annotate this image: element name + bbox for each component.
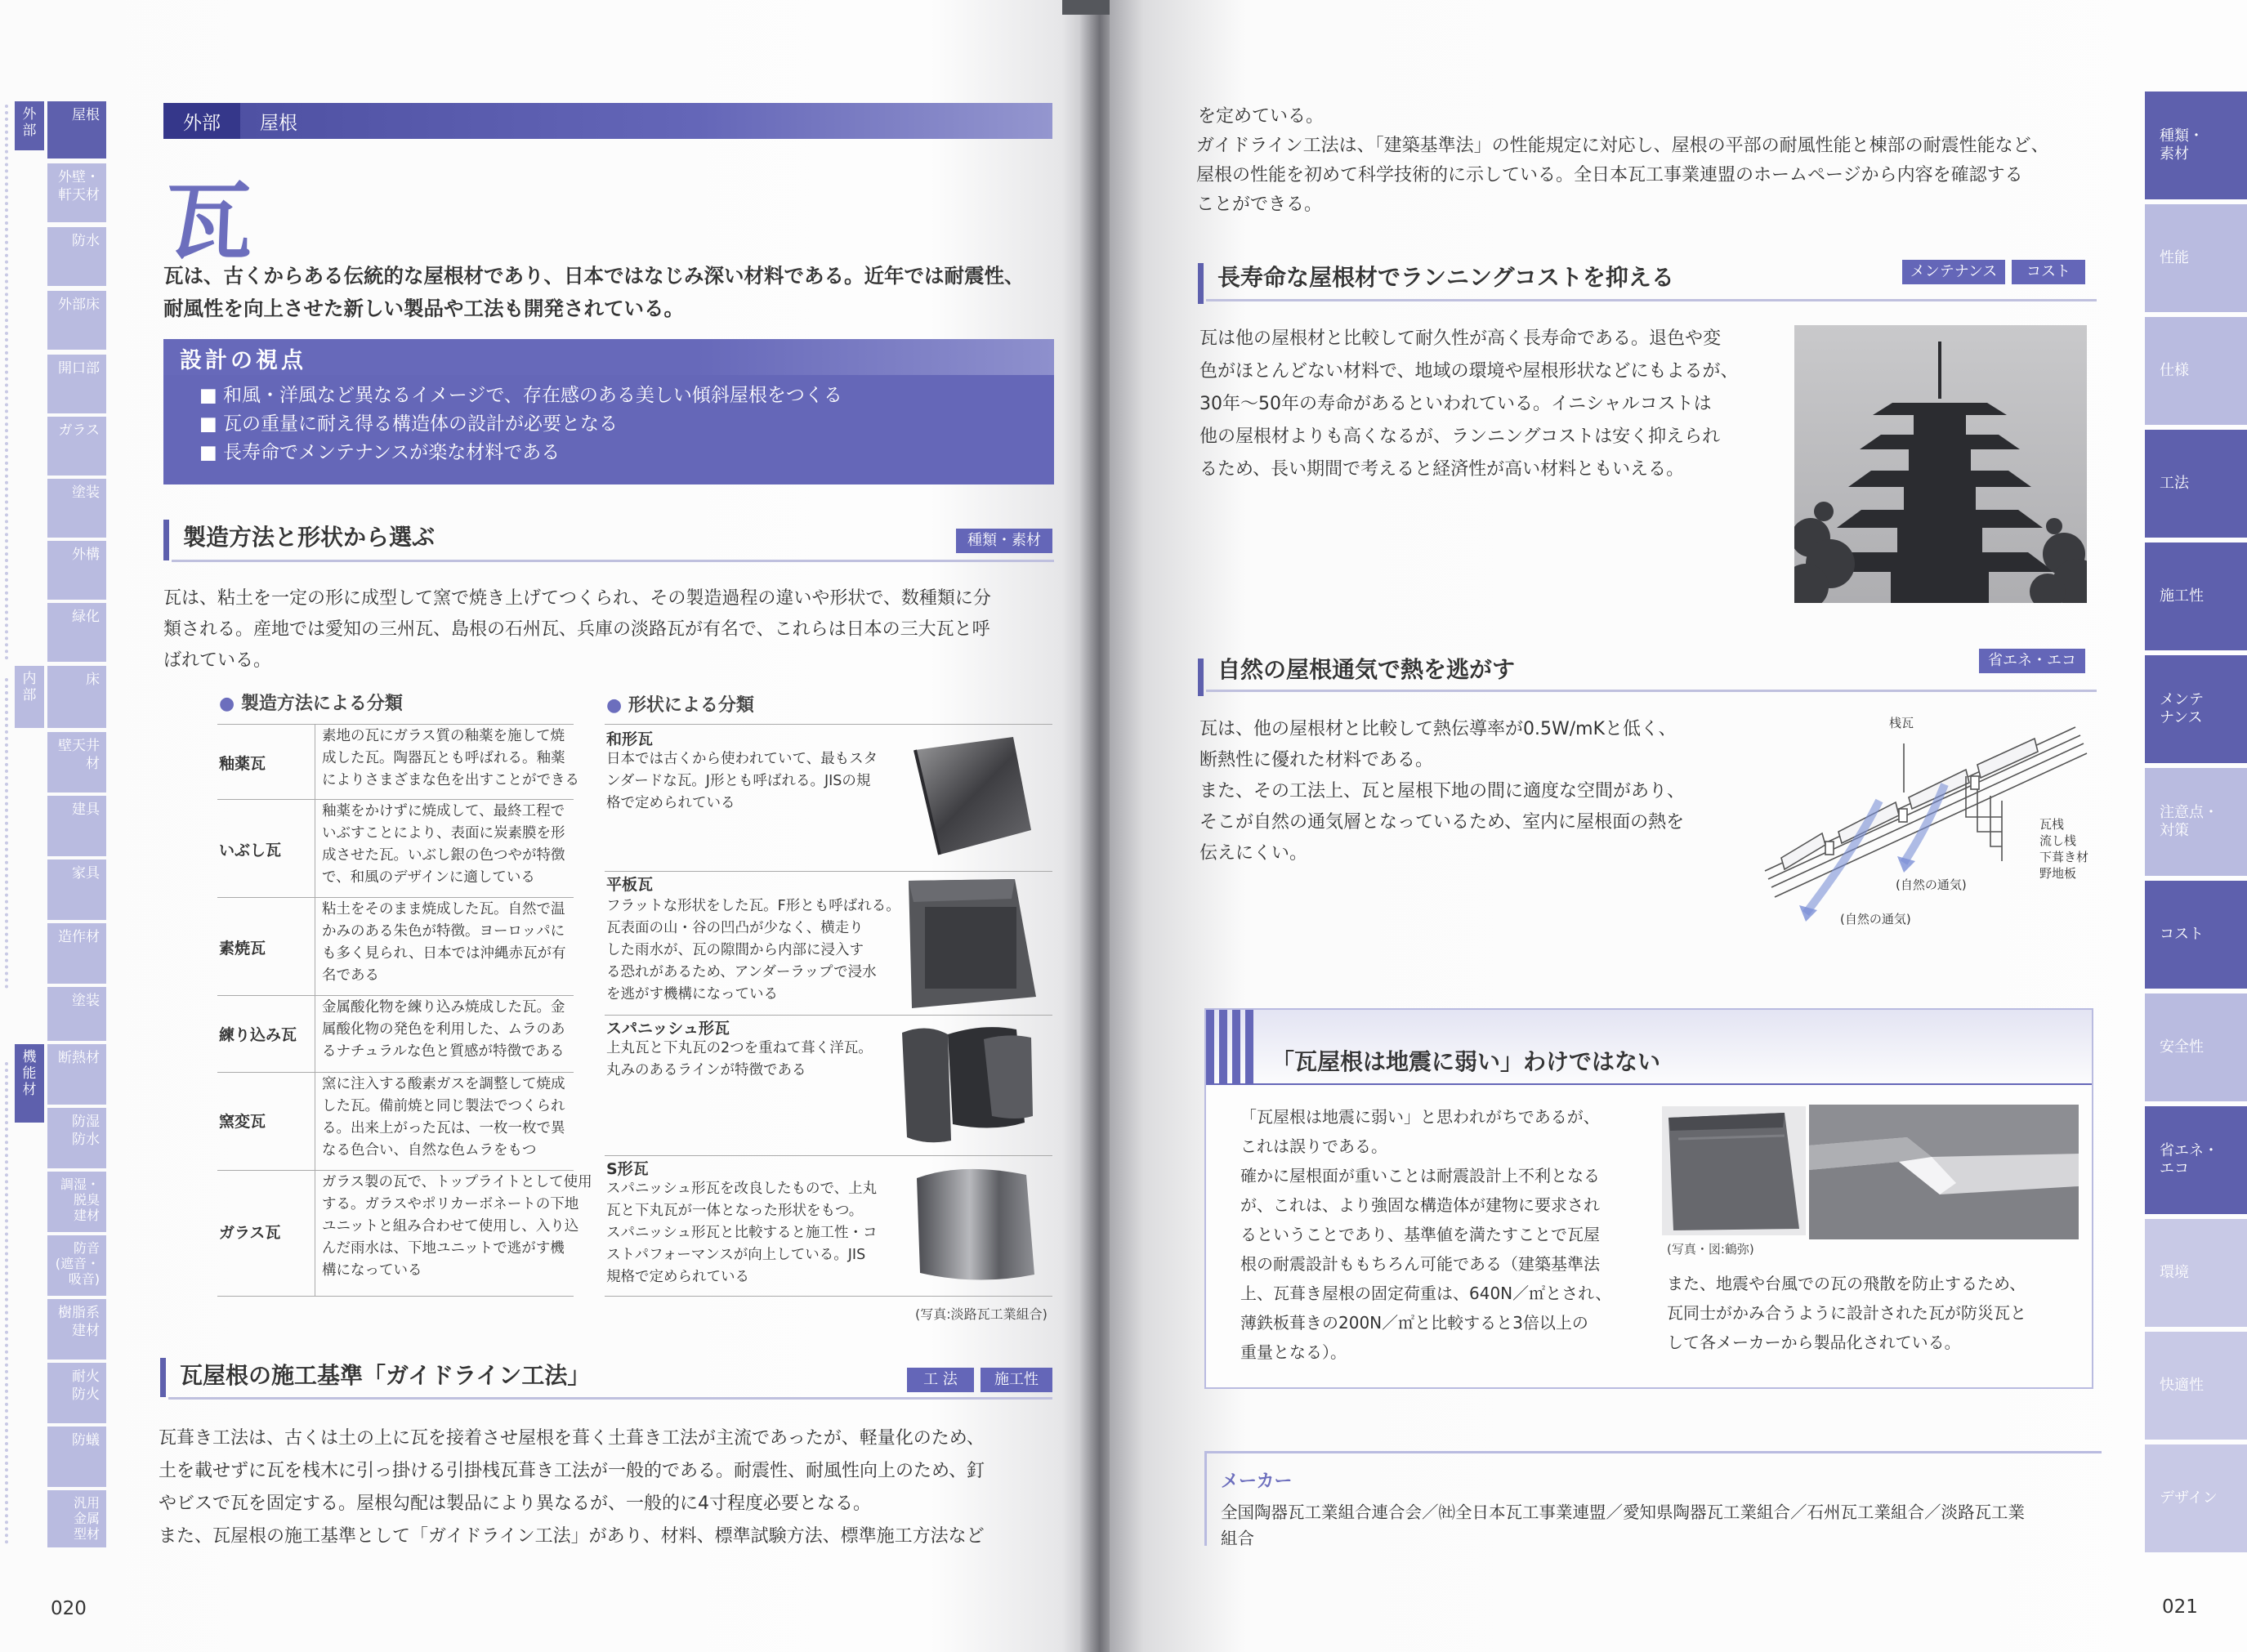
j-tile-photo xyxy=(891,732,1036,863)
section3-body-line: 30年～50年の寿命があるといわれている。イニシャルコストは xyxy=(1199,394,1712,414)
header-category: 外部 xyxy=(183,113,221,134)
table-rule xyxy=(217,799,574,800)
shape-desc: フラットな形状をした瓦。F形とも呼ばれる。 瓦表面の山・谷の凹凸が少なく、横走り した雨水が、瓦の隙間から内部に浸入す る恐れがあるため、アンダーラップで浸水 を逃がす機構になっている xyxy=(606,898,900,1002)
column-stripe xyxy=(1206,1010,1214,1083)
column-body-line: 確かに屋根面が重いことは耐震設計上不利となる xyxy=(1240,1166,1600,1185)
s-tile-photo xyxy=(904,1159,1043,1289)
table-rule xyxy=(217,1072,574,1073)
method-row-desc: 釉薬をかけずに焼成して、最終工程で いぶすことにより、表面に炭素膜を形 成させた瓦。いぶし銀の色つやが特徴 で、和風のデザインに適している xyxy=(322,803,565,886)
index-tab-floor[interactable]: 床 xyxy=(47,666,106,728)
index-tab-humidity-control[interactable]: 調湿・ 脱臭 建材 xyxy=(47,1172,106,1232)
diagram-legend: 下葺き材 xyxy=(2039,850,2089,864)
column-body-line: これは誤りである。 xyxy=(1240,1136,1387,1156)
page-title: 瓦 xyxy=(167,172,252,272)
section4-body-line: 瓦は、他の屋根材と比較して熱伝導率が0.5W/mKと低く、 xyxy=(1199,719,1677,739)
lead-line-2: 耐風性を向上させた新しい製品や工法も開発されている。 xyxy=(163,297,684,320)
table-rule xyxy=(605,1155,1052,1156)
index-tab-millwork[interactable]: 造作材 xyxy=(47,923,106,984)
method-row-desc: 粘土をそのまま焼成した瓦。自然で温 かみのある朱色が特徴。ヨーロッパに も多く見られ、日本では沖縄赤瓦が有 名である xyxy=(322,901,566,984)
table-rule xyxy=(605,1296,1052,1297)
table-rule xyxy=(217,724,574,725)
interlock-diagram-photo xyxy=(1809,1105,2079,1239)
table-rule xyxy=(217,1170,574,1171)
method-row-desc: 金属酸化物を練り込み焼成した瓦。金 属酸化物の発色を利用した、ムラのあ るナチュラルな色と質感が特徴である xyxy=(322,999,565,1060)
left-page xyxy=(0,0,1095,1652)
shape-desc: 日本では古くから使われていて、最もスタ ンダードな瓦。J形とも呼ばれる。JISの規 格で定められている xyxy=(606,751,878,811)
column-photo-credit: (写真・図:鶴弥) xyxy=(1667,1242,1754,1257)
roof-ventilation-diagram xyxy=(1757,711,2092,931)
section-bar xyxy=(1198,659,1204,696)
method-row-desc: ガラス製の瓦で、トップライトとして使用 する。ガラスやポリカーボネートの下地 ユニットと組み合わせて使用し、入り込 んだ雨水は、下地ユニットで逃がす機 構になっている xyxy=(322,1174,592,1279)
viewpoint-bullet: ■ 長寿命でメンテナンスが楽な材料である xyxy=(199,442,561,463)
index-tab-maintenance[interactable]: メンテ ナンス xyxy=(2145,655,2247,763)
tag-cost: コスト xyxy=(2012,260,2085,284)
index-tab-furniture[interactable]: 家具 xyxy=(47,859,106,920)
index-tab-comfort[interactable]: 快適性 xyxy=(2145,1332,2247,1440)
section2-body-line: やビスで瓦を固定する。屋根勾配は製品により異なるが、一般的に4寸程度必要となる。 xyxy=(159,1493,871,1514)
index-tab-method[interactable]: 工法 xyxy=(2145,430,2247,538)
column-body-line: 上、瓦葺き屋根の固定荷重は、640N／㎡とされ、 xyxy=(1240,1284,1612,1303)
viewpoint-bullet: ■ 瓦の重量に耐え得る構造体の設計が必要となる xyxy=(199,413,619,435)
index-tab-insulation[interactable]: 断熱材 xyxy=(47,1044,106,1105)
index-dots xyxy=(5,1062,13,1544)
column-stripe xyxy=(1232,1010,1240,1083)
diagram-legend: 野地板 xyxy=(2039,866,2077,881)
column-body-line: 根の耐震設計ももちろん可能である（建築基準法 xyxy=(1240,1254,1600,1274)
index-tab-environment[interactable]: 環境 xyxy=(2145,1219,2247,1327)
column-body-line: 「瓦屋根は地震に弱い」と思われがちであるが、 xyxy=(1240,1107,1600,1127)
section3-body-line: 他の屋根材よりも高くなるが、ランニングコストは安く抑えられ xyxy=(1199,426,1721,447)
continued-body-line: 屋根の性能を初めて科学技術的に示している。全日本瓦工事業連盟のホームページから内容を確認する xyxy=(1196,165,2023,185)
index-tab-glass[interactable]: ガラス xyxy=(47,417,106,476)
diagram-label: 桟瓦 xyxy=(1889,716,1914,730)
index-tab-cost[interactable]: コスト xyxy=(2145,881,2247,989)
diagram-legend: 瓦桟 xyxy=(2039,817,2065,832)
section4-body-line: 伝えにくい。 xyxy=(1199,843,1308,864)
section-underline xyxy=(1206,690,2097,692)
index-tab-metal[interactable]: 汎用 金属 型材 xyxy=(47,1490,106,1547)
section2-body-line: また、瓦屋根の施工基準として「ガイドライン工法」があり、材料、標準試験方法、標準施工方法など xyxy=(159,1526,985,1547)
index-category-interior[interactable]: 内 部 xyxy=(15,666,44,728)
maker-rule xyxy=(1204,1451,2102,1453)
method-row-name: 釉薬瓦 xyxy=(219,755,266,773)
section3-body-line: 色がほとんどない材料で、地域の環境や屋根形状などにもよるが、 xyxy=(1199,361,1739,382)
photo-credit: (写真:淡路瓦工業組合) xyxy=(915,1306,1048,1322)
method-row-name: いぶし瓦 xyxy=(219,842,282,859)
shape-name: スパニッシュ形瓦 xyxy=(606,1020,730,1038)
column-body-line: るということであり、基準値を満たすことで瓦屋 xyxy=(1240,1225,1600,1244)
section-underline xyxy=(168,1397,1052,1400)
index-dots xyxy=(5,105,13,660)
index-tab-design[interactable]: デザイン xyxy=(2145,1444,2247,1552)
index-tab-exterior-floor[interactable]: 外部床 xyxy=(47,291,106,350)
shape-desc: スパニッシュ形瓦を改良したもので、上丸 瓦と下丸瓦が一体となった形状をもつ。 スパニッシュ形瓦と比較すると施工性・コ ストパフォーマンスが向上している。JIS 規格で定められている xyxy=(606,1181,878,1285)
column-stripe xyxy=(1245,1010,1253,1083)
index-tab-moisture-proof[interactable]: 防湿 防水 xyxy=(47,1108,106,1168)
index-tab-wall-ceiling[interactable]: 壁天井 材 xyxy=(47,732,106,793)
section2-body-line: 土を載せずに瓦を桟木に引っ掛ける引掛桟瓦葺き工法が一般的である。耐震性、耐風性向上のため、釘 xyxy=(159,1461,985,1481)
column-caption-line: 瓦同士がかみ合うように設計された瓦が防災瓦と xyxy=(1667,1303,2026,1323)
column-caption-line: また、地震や台風での瓦の飛散を防止するため、 xyxy=(1667,1274,2026,1293)
column-caption-line: して各メーカーから製品化されている。 xyxy=(1667,1333,1961,1352)
f-tile-photo xyxy=(892,874,1039,1013)
index-dots xyxy=(5,678,13,989)
tag-type-material: 種類・素材 xyxy=(956,529,1052,553)
column-body-line: が、これは、より強固な構造体が建物に要求され xyxy=(1240,1195,1600,1215)
index-tab-termite[interactable]: 防蟻 xyxy=(47,1427,106,1487)
diagram-label: (自然の通気) xyxy=(1840,912,1911,926)
page-number-right: 021 xyxy=(2162,1596,2198,1618)
method-row-desc: 窯に注入する酸素ガスを調整して焼成 した瓦。備前焼と同じ製法でつくられ る。出来上がった瓦は、一枚一枚で異 なる色合い、自然な色ムラをもつ xyxy=(322,1076,565,1159)
index-tab-safety[interactable]: 安全性 xyxy=(2145,993,2247,1101)
section-title-manufacture: 製造方法と形状から選ぶ xyxy=(183,524,436,551)
index-tab-soundproof[interactable]: 防音 (遮音・ 吸音) xyxy=(47,1235,106,1296)
method-row-name: 練り込み瓦 xyxy=(219,1026,297,1044)
tag-construction-method: 工 法 xyxy=(907,1368,974,1392)
table-rule xyxy=(605,1015,1052,1016)
section-title-ventilation: 自然の屋根通気で熱を逃がす xyxy=(1217,656,1516,683)
section2-body-line: 瓦葺き工法は、古くは土の上に瓦を接着させ屋根を葺く土葺き工法が主流であったが、軽量化のため、 xyxy=(159,1428,985,1449)
disaster-tile-photo xyxy=(1662,1106,1806,1235)
section4-body-line: 断熱性に優れた材料である。 xyxy=(1199,750,1434,770)
bullet-dot: ● xyxy=(606,695,623,716)
index-tab-spec[interactable]: 仕様 xyxy=(2145,317,2247,425)
table-rule xyxy=(605,724,1052,725)
index-tab-interior-paint[interactable]: 塗装 xyxy=(47,987,106,1041)
shape-desc: 上丸瓦と下丸瓦の2つを重ねて葺く洋瓦。 丸みのあるラインが特徴である xyxy=(606,1040,873,1078)
index-tab-energy-eco[interactable]: 省エネ・ エコ xyxy=(2145,1106,2247,1214)
maker-rule-vertical xyxy=(1204,1451,1207,1546)
design-viewpoint-heading: 設計の視点 xyxy=(180,348,306,373)
section-underline xyxy=(1206,299,2097,301)
index-tab-paint[interactable]: 塗装 xyxy=(47,479,106,538)
section3-body-line: 瓦は他の屋根材と比較して耐久性が高く長寿命である。退色や変 xyxy=(1199,328,1722,349)
shape-table-heading: ● 形状による分類 xyxy=(606,695,754,716)
column-stripe xyxy=(1219,1010,1227,1083)
continued-body-line: ガイドライン工法は、「建築基準法」の性能規定に対応し、屋根の平部の耐風性能と棟部の耐震性能など、 xyxy=(1196,136,2049,156)
table-rule xyxy=(217,897,574,898)
method-row-desc: 素地の瓦にガラス質の釉薬を施して焼 成した瓦。陶器瓦とも呼ばれる。釉薬 によりさまざまな色を出すことができる xyxy=(322,728,579,788)
index-tab-workability[interactable]: 施工性 xyxy=(2145,542,2247,650)
method-row-name: 窯変瓦 xyxy=(219,1113,266,1131)
maker-text-line: 全国陶器瓦工業組合連合会／㈳全日本瓦工事業連盟／愛知県陶器瓦工業組合／石州瓦工業組合／淡路瓦工業 xyxy=(1221,1502,2025,1522)
section1-body-line: 瓦は、粘土を一定の形に成型して窯で焼き上げてつくられ、その製造過程の違いや形状で、数種類に分 xyxy=(163,588,991,609)
index-tab-fittings[interactable]: 建具 xyxy=(47,796,106,856)
lead-line-1: 瓦は、古くからある伝統的な屋根材であり、日本ではなじみ深い材料である。近年では耐震性、 xyxy=(163,264,1025,288)
diagram-label: (自然の通気) xyxy=(1896,877,1967,892)
tag-maintenance: メンテナンス xyxy=(1902,260,2005,284)
tag-energy-eco: 省エネ・エコ xyxy=(1979,649,2085,673)
section3-body-line: るため、長い期間で考えると経済性が高い材料ともいえる。 xyxy=(1199,459,1685,480)
shape-name: 和形瓦 xyxy=(606,730,654,748)
continued-body-line: ことができる。 xyxy=(1196,194,1323,215)
index-tab-greening[interactable]: 緑化 xyxy=(47,603,106,662)
section4-body-line: また、その工法上、瓦と屋根下地の間に適度な空間があり、 xyxy=(1199,781,1686,801)
column-body-line: 薄鉄板葺きの200N／㎡と比較すると3倍以上の xyxy=(1240,1313,1588,1333)
index-tab-performance[interactable]: 性能 xyxy=(2145,204,2247,312)
section-title-guideline: 瓦屋根の施工基準「ガイドライン工法」 xyxy=(180,1362,591,1389)
index-tab-type-material[interactable]: 種類・ 素材 xyxy=(2145,92,2247,199)
viewpoint-bullet: ■ 和風・洋風など異なるイメージで、存在感のある美しい傾斜屋根をつくる xyxy=(199,385,842,406)
continued-body-line: を定めている。 xyxy=(1198,106,1325,127)
index-category-exterior[interactable]: 外 部 xyxy=(15,101,44,150)
shape-name: S形瓦 xyxy=(606,1160,649,1178)
table-rule xyxy=(217,995,574,996)
diagram-legend: 流し桟 xyxy=(2039,833,2077,848)
spanish-tile-photo xyxy=(894,1018,1041,1149)
design-viewpoint-box xyxy=(163,339,1054,484)
index-tab-caution[interactable]: 注意点・ 対策 xyxy=(2145,768,2247,876)
method-row-name: ガラス瓦 xyxy=(219,1224,281,1242)
method-row-name: 素焼瓦 xyxy=(219,940,266,958)
index-tab-roof[interactable]: 屋根 xyxy=(47,101,106,159)
section-underline xyxy=(172,560,1054,562)
section-bar xyxy=(1198,263,1204,304)
maker-text-line: 組合 xyxy=(1221,1529,1254,1548)
page-number: 020 xyxy=(51,1598,87,1619)
tag-workability: 施工性 xyxy=(981,1368,1052,1392)
table-rule xyxy=(605,871,1052,872)
section-title-running-cost: 長寿命な屋根材でランニングコストを抑える xyxy=(1217,264,1674,291)
header-subcategory: 屋根 xyxy=(260,113,297,134)
index-tab-resin[interactable]: 樹脂系 建材 xyxy=(47,1299,106,1360)
column-title: 「瓦屋根は地震に弱い」わけではない xyxy=(1271,1048,1661,1075)
pagoda-photo xyxy=(1794,325,2087,603)
section-bar xyxy=(163,520,169,560)
bullet-dot: ● xyxy=(219,694,235,714)
section4-body-line: そこが自然の通気層となっているため、室内に屋根面の熱を xyxy=(1199,812,1685,833)
section1-body-line: 類される。産地では愛知の三州瓦、島根の石州瓦、兵庫の淡路瓦が有名で、これらは日本の三大瓦と呼 xyxy=(163,619,990,640)
section-bar xyxy=(160,1358,166,1397)
index-tab-fireproof[interactable]: 耐火 防火 xyxy=(47,1363,106,1423)
table-rule xyxy=(217,1296,574,1297)
index-tab-waterproof[interactable]: 防水 xyxy=(47,227,106,286)
maker-label: メーカー xyxy=(1221,1471,1293,1492)
index-tab-exterior-wall[interactable]: 外壁・ 軒天材 xyxy=(47,163,106,222)
index-tab-exterior-works[interactable]: 外構 xyxy=(47,541,106,600)
column-rule xyxy=(1206,1083,2092,1085)
column-body-line: 重量となる）。 xyxy=(1240,1342,1347,1362)
section1-body-line: ばれている。 xyxy=(163,650,272,671)
index-category-functional[interactable]: 機 能 材 xyxy=(15,1044,44,1123)
index-tab-openings[interactable]: 開口部 xyxy=(47,355,106,413)
shape-name: 平板瓦 xyxy=(606,876,654,894)
method-table-heading: ● 製造方法による分類 xyxy=(219,694,403,714)
